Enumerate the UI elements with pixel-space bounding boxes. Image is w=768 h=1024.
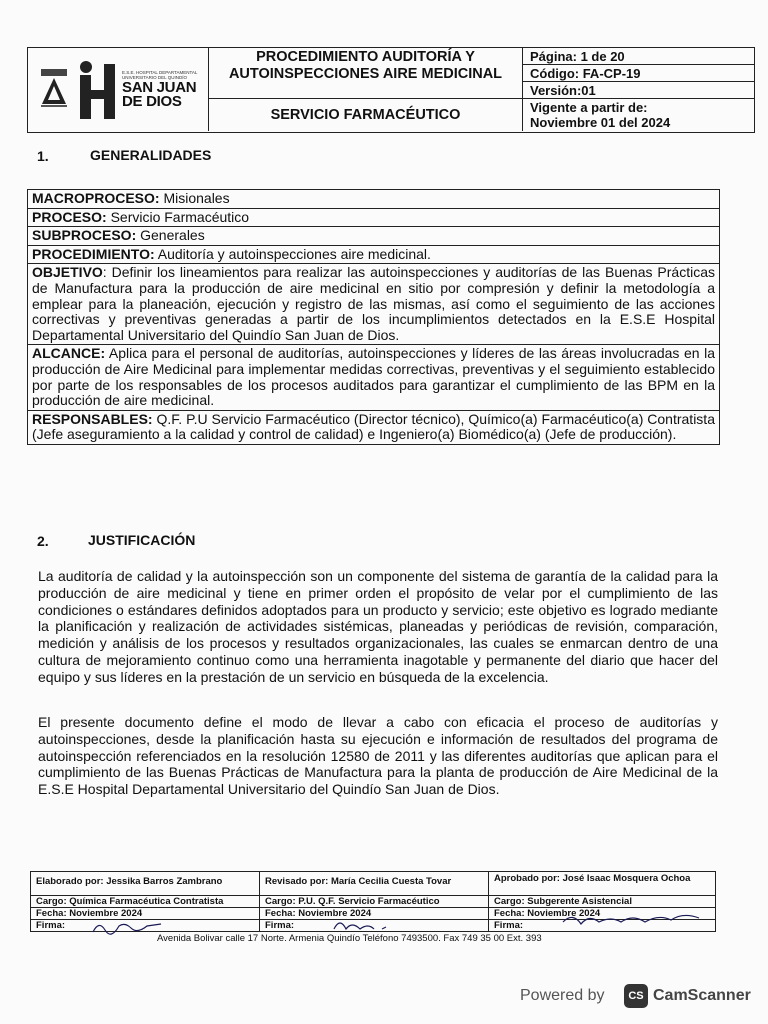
validity-date: Noviembre 01 del 2024	[530, 115, 671, 130]
reviewed-signature: Firma:	[265, 920, 295, 931]
validity	[523, 99, 754, 131]
logo-line-1: SAN JUAN	[122, 79, 197, 96]
responsables-row	[28, 411, 719, 444]
row-text: Generales	[136, 227, 205, 244]
elaborated-column	[31, 872, 260, 931]
row-label: PROCESO:	[32, 208, 107, 225]
row-text: Aplica para el personal de auditorías, autoinspecciones y líderes de las áreas involucradas en la producción de Aire Medicinal para implementar medidas correctivas, preventivas y el seguimiento establecido por parte de los responsables de los procesos auditados para garantizar el cumplimiento de las BPM en la producción de aire medicinal.	[32, 345, 715, 409]
elaborated-signature: Firma:	[36, 920, 66, 931]
row-label: RESPONSABLES:	[32, 410, 153, 427]
signature-table	[30, 871, 716, 932]
objetivo-row	[28, 264, 719, 345]
justification-paragraph-1: La auditoría de calidad y la autoinspección son un componente del sistema de garantía de la calidad para la producción de aire medicinal y tiene en primer orden el propósito de velar por el cumplimiento de las condiciones o estándares definidos adoptados para un producto y servicio; este objetivo es logrado mediante la planificación y realización de actividades sistémicas, planeadas y periódicas de revisión, comparación, medición y análisis de los procesos y resultados organizacionales, las cuales se enmarcan dentro de una cultura de mejoramiento continuo como una herramienta inagotable y permanente del diario que hacer del equipo y sus líderes en la prestación de un servicio en búsqueda de la excelencia.	[38, 568, 718, 685]
elaborated-by: Elaborado por: Jessika Barros Zambrano	[31, 872, 259, 896]
procedimiento-row	[28, 246, 719, 265]
row-label: OBJETIVO	[32, 264, 103, 281]
generalities-table	[27, 189, 720, 445]
hospital-h-logo-icon	[76, 60, 120, 120]
section-2-number: 2.	[37, 533, 49, 549]
signature-3-icon	[559, 908, 709, 930]
row-text: : Definir los lineamientos para realizar las autoinspecciones y auditorías de las Buenas Prácticas de Manufactura para la producción de aire medicinal en sitio por compresión y definir la metodología a emplear para la planeación, ejecución y registro de las mismas, así como el seguimiento de las acciones correctivas y preventivas generadas a partir de los incumplimientos detectados en la E.S.E Hospital Departamental Universitario del Quindío San Juan de Dios.	[32, 264, 715, 343]
row-text: Servicio Farmacéutico	[106, 208, 250, 225]
section-2-title: JUSTIFICACIÓN	[88, 532, 196, 548]
section-1-title: GENERALIDADES	[90, 147, 212, 163]
reviewed-role: Cargo: P.U. Q.F. Servicio Farmacéutico	[260, 896, 488, 908]
logo-line-2: DE DIOS	[122, 93, 182, 110]
meta-cell	[523, 48, 754, 131]
procedure-title: PROCEDIMIENTO AUDITORÍA Y AUTOINSPECCIONES AIRE MEDICINAL	[209, 48, 522, 99]
row-label: MACROPROCESO:	[32, 190, 160, 206]
approved-by: Aprobado por: José Isaac Mosquera Ochoa	[489, 872, 715, 896]
approved-column	[489, 872, 715, 931]
service-name: SERVICIO FARMACÉUTICO	[270, 107, 461, 123]
reviewed-by: Revisado por: María Cecilia Cuesta Tovar	[260, 872, 488, 896]
document-code: Código: FA-CP-19	[523, 65, 754, 82]
row-text: Q.F. P.U Servicio Farmacéutico (Director técnico), Químico(a) Farmacéutico(a) Contratista (Jefe aseguramiento a la calidad y control de calidad) e Ingeniero(a) Biomédico(a) (Jefe de producción).	[32, 410, 715, 443]
validity-label: Vigente a partir de:	[530, 100, 648, 115]
justification-paragraph-2: El presente documento define el modo de llevar a cabo con eficacia el proceso de auditorías y autoinspecciones, desde la planificación hasta su ejecución e información de resultados del programa de autoinspección referenciados en la resolución 12580 de 2011 y las diferentes auditorías que aplican para el cumplimiento de las Buenas Prácticas de Manufactura para la planta de producción de Aire Medicinal de la E.S.E Hospital Departamental Universitario del Quindío San Juan de Dios.	[38, 714, 718, 798]
logo-caption: E.S.E. HOSPITAL DEPARTAMENTAL UNIVERSITARIO DEL QUINDÍO	[122, 70, 198, 80]
hospital-a-logo-icon	[40, 68, 68, 108]
page-number: Página: 1 de 20	[523, 48, 754, 65]
powered-by-text: Powered by	[520, 987, 605, 1004]
section-1-number: 1.	[37, 148, 49, 164]
macroproceso-row	[28, 190, 719, 209]
document-version: Versión:01	[523, 82, 754, 99]
camscanner-logo-icon: CS	[624, 984, 648, 1008]
reviewed-date: Fecha: Noviembre 2024	[260, 908, 488, 920]
row-label: PROCEDIMIENTO:	[32, 245, 155, 262]
hospital-address: Avenida Bolivar calle 17 Norte. Armenia Quindío Teléfono 7493500. Fax 749 35 00 Ext. 393	[157, 933, 542, 944]
elaborated-date: Fecha: Noviembre 2024	[31, 908, 259, 920]
row-label: ALCANCE:	[32, 345, 106, 362]
alcance-row	[28, 345, 719, 410]
row-text: Misionales	[159, 190, 230, 206]
row-label: SUBPROCESO:	[32, 227, 137, 244]
title-cell	[209, 48, 523, 131]
logo-cell	[28, 48, 209, 131]
document-header	[27, 47, 755, 133]
approved-signature: Firma:	[494, 920, 524, 931]
approved-role: Cargo: Subgerente Asistencial	[489, 896, 715, 908]
camscanner-brand: CamScanner	[653, 987, 751, 1004]
elaborated-role: Cargo: Química Farmacéutica Contratista	[31, 896, 259, 908]
subproceso-row	[28, 227, 719, 246]
approved-date: Fecha: Noviembre 2024	[489, 908, 715, 920]
row-text: Auditoría y autoinspecciones aire medicinal.	[154, 245, 431, 262]
proceso-row	[28, 209, 719, 228]
logo-name	[122, 81, 196, 109]
reviewed-column	[260, 872, 489, 931]
